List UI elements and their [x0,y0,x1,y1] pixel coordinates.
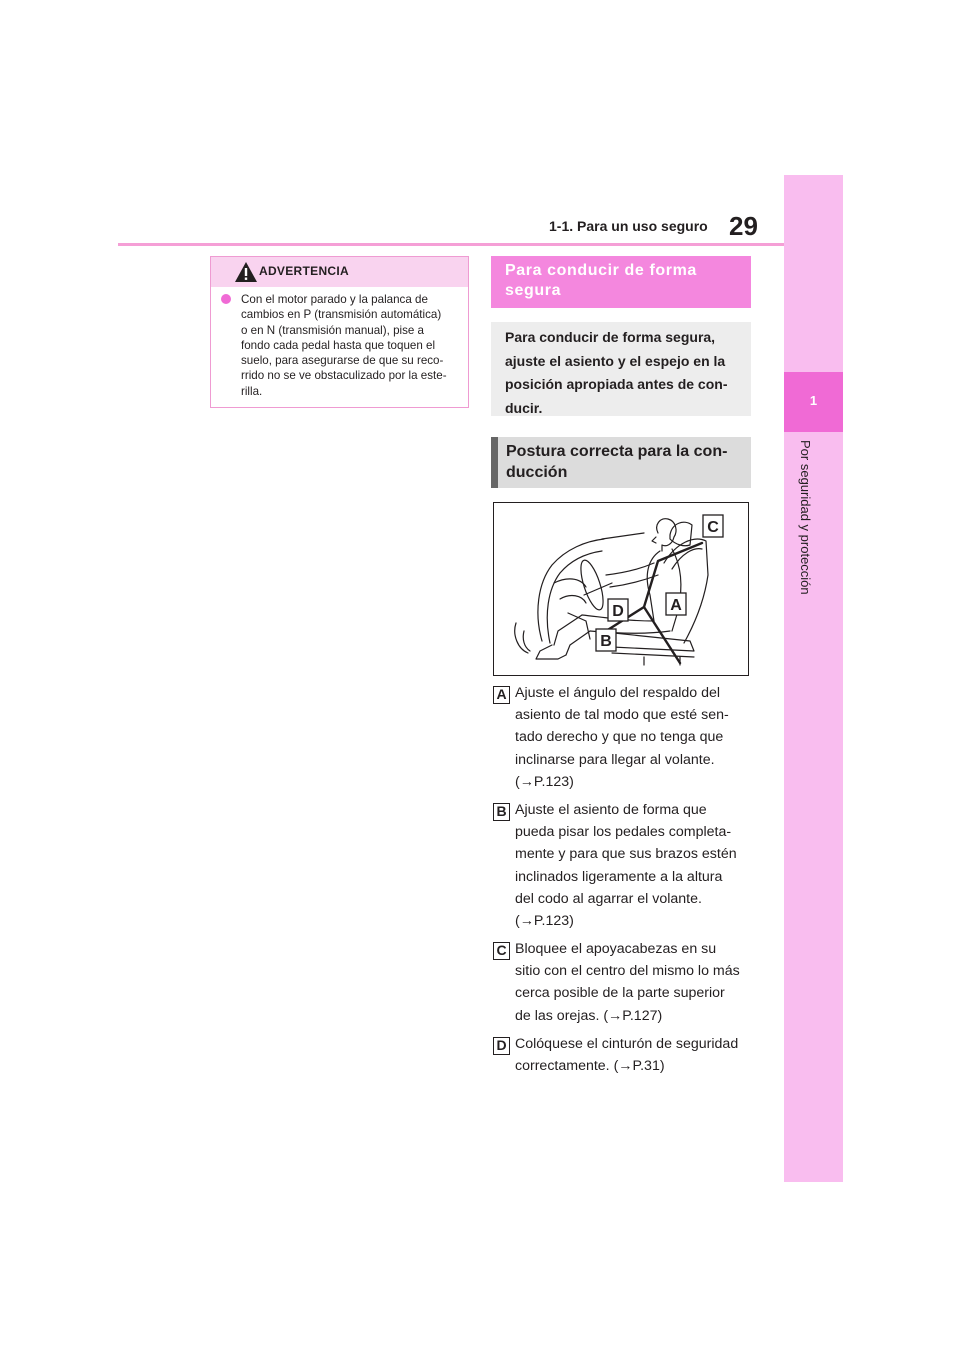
warning-box [210,256,469,408]
item-line: sitio con el centro del mismo lo más [515,963,740,980]
chapter-number: 1 [809,393,818,408]
subheading [491,437,751,488]
intro-line: posición apropiada antes de con- [505,376,728,392]
item-line: Colóquese el cinturón de seguridad [515,1036,739,1052]
intro-line: ajuste el asiento y el espejo en la [505,352,726,369]
chapter-title-text: Por seguridad y protección [798,440,813,595]
warning-line: o en N (transmisión manual), pise a [241,323,425,337]
figure-label-b: B [600,633,612,650]
item-line: inclinarse para llegar al volante. [515,751,715,768]
item-line: Bloquee el apoyacabezas en su [515,941,717,957]
warning-header [211,257,468,287]
intro-box [491,322,751,416]
section-title: 1-1. Para un uso seguro [549,218,708,234]
item-line: tado derecho y que no tenga que [515,729,724,746]
figure-label-a: A [670,597,682,614]
driver-seat-drawing [494,503,747,674]
warning-line: cambios en P (transmisión automática) [241,308,442,322]
intro-line: ducir. [505,399,543,416]
subheading-line: ducción [506,464,568,481]
item-text [515,1033,747,1077]
page-number: 29 [729,211,758,241]
item-badge: A [493,686,510,704]
item-line: asiento de tal modo que esté sen- [515,707,729,724]
item-line: del codo al agarrar el volante. [515,890,702,907]
item-line: correctamente. (→P.31) [515,1058,665,1075]
warning-triangle-icon [233,260,259,284]
item-line: (→P.123) [515,913,574,930]
warning-body [211,287,468,399]
item-line: Ajuste el asiento de forma que [515,802,707,818]
warning-line: rrido no se ve obstaculizado por la este- [241,369,447,383]
warning-title: ADVERTENCIA [259,264,349,278]
warning-line: suelo, para asegurarse de que su reco- [241,354,444,368]
item-text [515,799,747,932]
item-line: pueda pisar los pedales completa- [515,824,732,841]
bullet-icon [221,294,231,304]
driving-posture-illustration [493,502,749,676]
item-badge: B [493,803,510,821]
warning-line: fondo cada pedal hasta que toquen el [241,338,436,352]
section-heading-line: Para conducir de forma [505,262,697,279]
item-line: mente y para que sus brazos estén [515,846,737,863]
item-text [515,682,747,793]
chapter-side-tab [784,175,843,1182]
item-line: Ajuste el ángulo del respaldo del [515,685,721,701]
item-badge: C [493,942,510,960]
warning-line: Con el motor parado y la palanca de [241,293,428,306]
item-line: cerca posible de la parte superior [515,985,725,1002]
item-badge: D [493,1037,510,1055]
intro-line: Para conducir de forma segura, [505,329,716,345]
item-line: (→P.123) [515,773,574,790]
item-text [515,938,747,1027]
subheading-line: Postura correcta para la con- [506,443,728,460]
figure-label-c: C [707,519,719,536]
warning-line: rilla. [241,384,263,398]
figure-label-d: D [612,603,624,620]
item-line: inclinados ligeramente a la altura [515,868,723,885]
header-divider [118,243,784,246]
section-heading-line: segura [505,282,562,299]
section-heading [491,256,751,308]
chapter-title [800,440,826,610]
item-line: de las orejas. (→P.127) [515,1007,663,1024]
